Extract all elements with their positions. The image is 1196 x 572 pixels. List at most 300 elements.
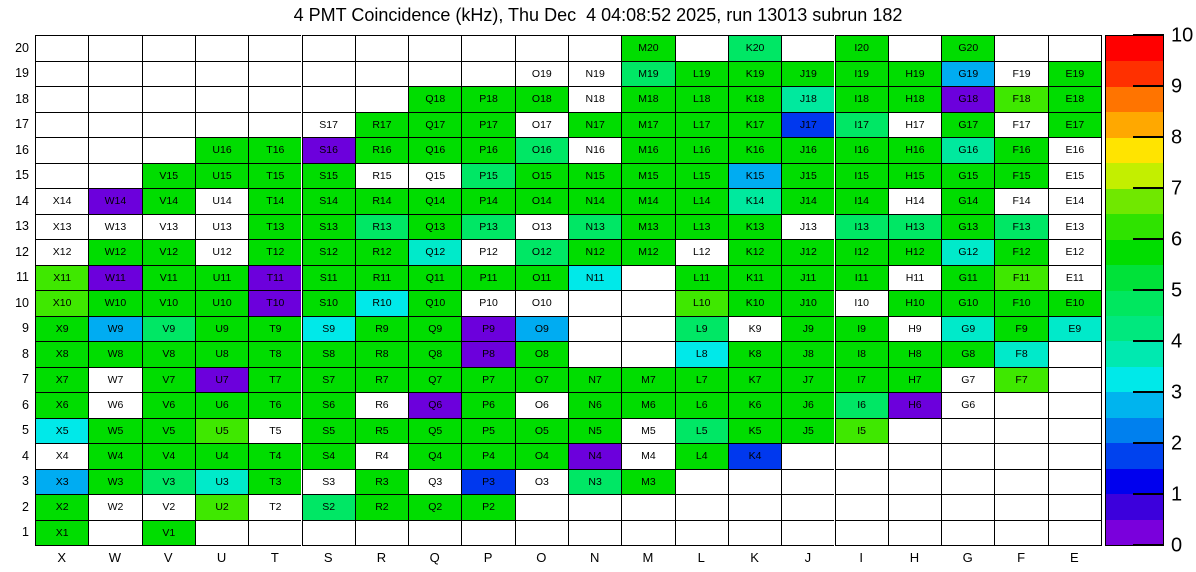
colorbar-segment (1106, 138, 1163, 164)
heatmap-cell: R15 (355, 163, 408, 189)
heatmap-cell: X4 (35, 443, 88, 469)
colorbar-tick-label: 3 (1171, 381, 1183, 404)
heatmap-cell: H19 (888, 61, 941, 87)
y-axis-tick-label: 14 (15, 193, 29, 208)
heatmap-cell: G7 (941, 367, 994, 393)
colorbar-tick (1133, 442, 1164, 444)
colorbar-tick (1133, 391, 1164, 393)
colorbar-segment (1106, 214, 1163, 240)
heatmap-cell (408, 520, 461, 547)
heatmap-cell (1048, 35, 1102, 61)
heatmap-cell: L5 (675, 418, 728, 444)
heatmap-cell: T3 (248, 469, 301, 495)
y-axis-tick-label: 13 (15, 219, 29, 234)
heatmap-cell (621, 265, 674, 291)
heatmap-cell: I10 (835, 290, 888, 316)
heatmap-cell (1048, 443, 1102, 469)
heatmap-cell: I11 (835, 265, 888, 291)
heatmap-cell: U14 (195, 188, 248, 214)
heatmap-cell: N11 (568, 265, 621, 291)
heatmap-cell: R12 (355, 239, 408, 265)
heatmap-cell: F16 (994, 137, 1047, 163)
heatmap-cell (515, 35, 568, 61)
heatmap-cell: T16 (248, 137, 301, 163)
heatmap-cell: H11 (888, 265, 941, 291)
colorbar-segment (1106, 418, 1163, 444)
x-axis-tick-label: X (57, 549, 66, 565)
colorbar-segment (1106, 367, 1163, 393)
heatmap-cell: K5 (728, 418, 781, 444)
heatmap-cell: M18 (621, 86, 674, 112)
heatmap-cell: U8 (195, 341, 248, 367)
heatmap-cell: P9 (461, 316, 514, 342)
heatmap-cell: N18 (568, 86, 621, 112)
x-axis-tick-label: K (750, 549, 759, 565)
heatmap-cell: Q6 (408, 392, 461, 418)
heatmap-cell (515, 494, 568, 520)
colorbar-segment (1106, 189, 1163, 215)
heatmap-cell: T14 (248, 188, 301, 214)
heatmap-cell (621, 290, 674, 316)
heatmap-cell: I17 (835, 112, 888, 138)
heatmap-cell: F11 (994, 265, 1047, 291)
heatmap-cell: V15 (142, 163, 195, 189)
heatmap-cell (675, 520, 728, 547)
heatmap-cell: P8 (461, 341, 514, 367)
heatmap-cell (302, 35, 355, 61)
heatmap-cell: S2 (302, 494, 355, 520)
x-axis-tick-label: Q (429, 549, 440, 565)
heatmap-cell: W7 (88, 367, 141, 393)
heatmap-cell (1048, 418, 1102, 444)
heatmap-cell (941, 418, 994, 444)
heatmap-cell (781, 494, 834, 520)
colorbar-segment (1106, 316, 1163, 342)
heatmap-cell: S13 (302, 214, 355, 240)
heatmap-cell: U10 (195, 290, 248, 316)
colorbar-segment (1106, 265, 1163, 291)
heatmap-cell (461, 520, 514, 547)
heatmap-cell (461, 35, 514, 61)
heatmap-cell: L4 (675, 443, 728, 469)
heatmap-cell: O7 (515, 367, 568, 393)
heatmap-cell: W3 (88, 469, 141, 495)
heatmap-cell: X9 (35, 316, 88, 342)
heatmap-cell (781, 520, 834, 547)
heatmap-cell: P14 (461, 188, 514, 214)
heatmap-cell: Q13 (408, 214, 461, 240)
colorbar-tick (1133, 238, 1164, 240)
heatmap-cell: R4 (355, 443, 408, 469)
x-axis-tick-label: L (697, 549, 705, 565)
x-axis-tick-label: N (589, 549, 600, 565)
heatmap-cell: T12 (248, 239, 301, 265)
heatmap-cell: M7 (621, 367, 674, 393)
heatmap-cell: G16 (941, 137, 994, 163)
heatmap-cell: F14 (994, 188, 1047, 214)
heatmap-cell: L9 (675, 316, 728, 342)
heatmap-cell: R11 (355, 265, 408, 291)
colorbar-tick-label: 8 (1171, 126, 1183, 149)
heatmap-cell: J9 (781, 316, 834, 342)
heatmap-cell (355, 35, 408, 61)
heatmap-cell: O15 (515, 163, 568, 189)
heatmap-cell (1048, 520, 1102, 547)
heatmap-cell: P13 (461, 214, 514, 240)
heatmap-cell: V5 (142, 418, 195, 444)
heatmap-cell: O14 (515, 188, 568, 214)
heatmap-cell: T2 (248, 494, 301, 520)
heatmap-cell: N15 (568, 163, 621, 189)
heatmap-cell: X5 (35, 418, 88, 444)
heatmap-cell: E18 (1048, 86, 1102, 112)
heatmap-cell: U16 (195, 137, 248, 163)
heatmap-cell: I5 (835, 418, 888, 444)
heatmap-cell (142, 61, 195, 87)
colorbar-tick-label: 1 (1171, 483, 1183, 506)
y-axis-tick-label: 20 (15, 40, 29, 55)
colorbar-segment (1106, 87, 1163, 113)
heatmap-cell: W14 (88, 188, 141, 214)
heatmap-cell: O3 (515, 469, 568, 495)
x-axis-tick-label: V (163, 549, 173, 565)
heatmap-cell: E11 (1048, 265, 1102, 291)
heatmap-cell: J19 (781, 61, 834, 87)
x-axis-tick-label: I (859, 549, 863, 565)
heatmap-cell: L15 (675, 163, 728, 189)
heatmap-cell: W12 (88, 239, 141, 265)
heatmap-cell (835, 520, 888, 547)
heatmap-cell (888, 418, 941, 444)
heatmap-cell: V6 (142, 392, 195, 418)
y-axis-tick-label: 7 (22, 372, 29, 387)
heatmap-cell: N4 (568, 443, 621, 469)
heatmap-cell: F18 (994, 86, 1047, 112)
heatmap-cell (1048, 341, 1102, 367)
heatmap-cell (142, 112, 195, 138)
heatmap-cell: K6 (728, 392, 781, 418)
y-axis-tick-label: 18 (15, 91, 29, 106)
heatmap-cell: F19 (994, 61, 1047, 87)
heatmap-cell: L10 (675, 290, 728, 316)
heatmap-cell: R9 (355, 316, 408, 342)
heatmap-cell (568, 316, 621, 342)
heatmap-cell: R5 (355, 418, 408, 444)
heatmap-cell: R10 (355, 290, 408, 316)
heatmap-cell: F13 (994, 214, 1047, 240)
heatmap-cell: U15 (195, 163, 248, 189)
heatmap-cell (195, 61, 248, 87)
heatmap-cell (35, 61, 88, 87)
heatmap-cell: P12 (461, 239, 514, 265)
heatmap-cell (888, 443, 941, 469)
heatmap-cell (728, 520, 781, 547)
heatmap-cell (248, 520, 301, 547)
colorbar-segment (1106, 341, 1163, 367)
heatmap-cell: M17 (621, 112, 674, 138)
heatmap-cell: N19 (568, 61, 621, 87)
heatmap-cell: V1 (142, 520, 195, 547)
heatmap-cell: M12 (621, 239, 674, 265)
heatmap-cell: J14 (781, 188, 834, 214)
colorbar-tick-label: 4 (1171, 330, 1183, 353)
heatmap-cell: K20 (728, 35, 781, 61)
x-axis-tick-label: S (323, 549, 333, 565)
heatmap-cell: S15 (302, 163, 355, 189)
heatmap-cell: Q14 (408, 188, 461, 214)
heatmap-cell: N16 (568, 137, 621, 163)
heatmap-cell: U2 (195, 494, 248, 520)
heatmap-cell: I18 (835, 86, 888, 112)
heatmap-cell: M15 (621, 163, 674, 189)
y-axis-tick-label: 12 (15, 244, 29, 259)
heatmap-cell: K7 (728, 367, 781, 393)
heatmap-cell: J8 (781, 341, 834, 367)
heatmap-cell: T4 (248, 443, 301, 469)
heatmap-cell: E14 (1048, 188, 1102, 214)
heatmap-cell: P2 (461, 494, 514, 520)
heatmap-cell: L19 (675, 61, 728, 87)
heatmap-cell (35, 163, 88, 189)
heatmap-cell: I13 (835, 214, 888, 240)
heatmap-cell: T5 (248, 418, 301, 444)
heatmap-cell: I16 (835, 137, 888, 163)
heatmap-cell: R13 (355, 214, 408, 240)
heatmap-cell (728, 469, 781, 495)
heatmap-cell: M14 (621, 188, 674, 214)
heatmap-cell: Q4 (408, 443, 461, 469)
heatmap-cell: J13 (781, 214, 834, 240)
colorbar-segment (1106, 520, 1163, 546)
heatmap-cell (88, 86, 141, 112)
colorbar-tick (1133, 34, 1164, 36)
heatmap-cell: R17 (355, 112, 408, 138)
heatmap-cell: H15 (888, 163, 941, 189)
heatmap-cell: V13 (142, 214, 195, 240)
heatmap-cell: P3 (461, 469, 514, 495)
heatmap-cell: L14 (675, 188, 728, 214)
heatmap-cell (35, 35, 88, 61)
colorbar-tick (1133, 340, 1164, 342)
heatmap-cell: F7 (994, 367, 1047, 393)
heatmap-cell: P10 (461, 290, 514, 316)
heatmap-cell: H10 (888, 290, 941, 316)
heatmap-cell: L11 (675, 265, 728, 291)
heatmap-cell: P16 (461, 137, 514, 163)
heatmap-cell: M13 (621, 214, 674, 240)
heatmap-cell (781, 443, 834, 469)
heatmap-cell: E13 (1048, 214, 1102, 240)
heatmap-cell: U6 (195, 392, 248, 418)
heatmap-cell: J16 (781, 137, 834, 163)
heatmap-cell: Q10 (408, 290, 461, 316)
heatmap-cell: O4 (515, 443, 568, 469)
heatmap-cell: M6 (621, 392, 674, 418)
heatmap-cell: P17 (461, 112, 514, 138)
heatmap-cell: K11 (728, 265, 781, 291)
heatmap-cell: X3 (35, 469, 88, 495)
heatmap-cell: W8 (88, 341, 141, 367)
heatmap-cell: O19 (515, 61, 568, 87)
heatmap-cell (408, 35, 461, 61)
heatmap-cell: U13 (195, 214, 248, 240)
heatmap-cell (568, 290, 621, 316)
heatmap-cell: M3 (621, 469, 674, 495)
heatmap-cell: F15 (994, 163, 1047, 189)
heatmap-cell: I19 (835, 61, 888, 87)
heatmap-cell: T9 (248, 316, 301, 342)
heatmap-cell (888, 494, 941, 520)
heatmap-cell: V10 (142, 290, 195, 316)
colorbar-tick (1133, 493, 1164, 495)
heatmap-cell: Q2 (408, 494, 461, 520)
chart-title: 4 PMT Coincidence (kHz), Thu Dec 4 04:08:52 2025, run 13013 subrun 182 (293, 5, 903, 25)
heatmap-cell (35, 112, 88, 138)
heatmap-cell: W5 (88, 418, 141, 444)
heatmap-cell: H14 (888, 188, 941, 214)
heatmap-cell: W4 (88, 443, 141, 469)
heatmap-cell (994, 418, 1047, 444)
x-axis-tick-label: E (1070, 549, 1079, 565)
heatmap-cell: R16 (355, 137, 408, 163)
heatmap-cell: Q5 (408, 418, 461, 444)
colorbar-tick (1133, 544, 1164, 546)
heatmap-cell: H7 (888, 367, 941, 393)
heatmap-cell: O16 (515, 137, 568, 163)
heatmap-cell: L6 (675, 392, 728, 418)
heatmap-cell: I6 (835, 392, 888, 418)
colorbar-tick (1133, 136, 1164, 138)
heatmap-cell (88, 112, 141, 138)
heatmap-cell: J5 (781, 418, 834, 444)
heatmap-cell: H9 (888, 316, 941, 342)
heatmap-cell (142, 35, 195, 61)
heatmap-cell: G19 (941, 61, 994, 87)
heatmap-cell: G12 (941, 239, 994, 265)
heatmap-cell (621, 316, 674, 342)
heatmap-cell: N13 (568, 214, 621, 240)
y-axis-tick-label: 19 (15, 66, 29, 81)
heatmap-cell: I14 (835, 188, 888, 214)
heatmap-cell: G9 (941, 316, 994, 342)
heatmap-cell: K17 (728, 112, 781, 138)
heatmap-cell (994, 443, 1047, 469)
heatmap-cell: V7 (142, 367, 195, 393)
heatmap-cell (621, 494, 674, 520)
heatmap-cell (568, 35, 621, 61)
heatmap-cell: N17 (568, 112, 621, 138)
heatmap-cell: V11 (142, 265, 195, 291)
heatmap-cell (302, 520, 355, 547)
heatmap-cell: V3 (142, 469, 195, 495)
heatmap-cell: P18 (461, 86, 514, 112)
heatmap-cell (35, 86, 88, 112)
heatmap-cell (142, 86, 195, 112)
heatmap-cell (1048, 367, 1102, 393)
heatmap-cell (568, 520, 621, 547)
heatmap-cell: G18 (941, 86, 994, 112)
heatmap-cell: E9 (1048, 316, 1102, 342)
heatmap-cell (728, 494, 781, 520)
colorbar-tick-label: 5 (1171, 279, 1183, 302)
heatmap-cell: K18 (728, 86, 781, 112)
heatmap-cell: L12 (675, 239, 728, 265)
heatmap-cell: M4 (621, 443, 674, 469)
y-axis-tick-label: 3 (22, 474, 29, 489)
heatmap-cell: P6 (461, 392, 514, 418)
heatmap-cell: R3 (355, 469, 408, 495)
heatmap-cell (621, 520, 674, 547)
heatmap-cell: S14 (302, 188, 355, 214)
heatmap-cell: H8 (888, 341, 941, 367)
y-axis-tick-label: 1 (22, 525, 29, 540)
heatmap-cell (994, 494, 1047, 520)
heatmap-cell: K19 (728, 61, 781, 87)
heatmap-cell: K16 (728, 137, 781, 163)
colorbar-tick (1133, 85, 1164, 87)
y-axis-tick-label: 15 (15, 168, 29, 183)
heatmap-cell: K4 (728, 443, 781, 469)
heatmap-cell: L16 (675, 137, 728, 163)
heatmap-cell: S8 (302, 341, 355, 367)
heatmap-cell: W10 (88, 290, 141, 316)
heatmap-cell: O18 (515, 86, 568, 112)
heatmap-cell: E16 (1048, 137, 1102, 163)
heatmap-cell (302, 61, 355, 87)
heatmap-cell: S9 (302, 316, 355, 342)
heatmap-cell: O8 (515, 341, 568, 367)
heatmap-cell (88, 137, 141, 163)
heatmap-cell: P7 (461, 367, 514, 393)
heatmap-cell: U4 (195, 443, 248, 469)
heatmap-cell: L17 (675, 112, 728, 138)
colorbar-tick-label: 10 (1171, 24, 1194, 47)
y-axis-tick-label: 5 (22, 423, 29, 438)
colorbar-tick-label: 7 (1171, 177, 1183, 200)
heatmap-cell (248, 35, 301, 61)
heatmap-cell (1048, 469, 1102, 495)
heatmap-cell: J7 (781, 367, 834, 393)
heatmap-cell: I15 (835, 163, 888, 189)
heatmap-cell (302, 86, 355, 112)
heatmap-cell: V2 (142, 494, 195, 520)
heatmap-cell (355, 520, 408, 547)
heatmap-cell (568, 494, 621, 520)
heatmap-cell: S4 (302, 443, 355, 469)
heatmap-cell (568, 341, 621, 367)
heatmap-cell: G8 (941, 341, 994, 367)
heatmap-cell: Q12 (408, 239, 461, 265)
heatmap-cell: K14 (728, 188, 781, 214)
heatmap-cell (88, 520, 141, 547)
heatmap-cell (888, 520, 941, 547)
heatmap-cell: G6 (941, 392, 994, 418)
heatmap-cell (142, 137, 195, 163)
y-axis-tick-label: 11 (16, 270, 29, 285)
heatmap-cell: Q7 (408, 367, 461, 393)
heatmap-cell: U11 (195, 265, 248, 291)
heatmap-cell: F8 (994, 341, 1047, 367)
heatmap-cell: N7 (568, 367, 621, 393)
heatmap-cell: X11 (35, 265, 88, 291)
heatmap-cell: W13 (88, 214, 141, 240)
heatmap-cell: L7 (675, 367, 728, 393)
y-axis-tick-label: 4 (22, 448, 29, 463)
heatmap-cell: Q18 (408, 86, 461, 112)
x-axis-tick-label: G (962, 549, 973, 565)
heatmap-cell (941, 494, 994, 520)
heatmap-cell: W6 (88, 392, 141, 418)
